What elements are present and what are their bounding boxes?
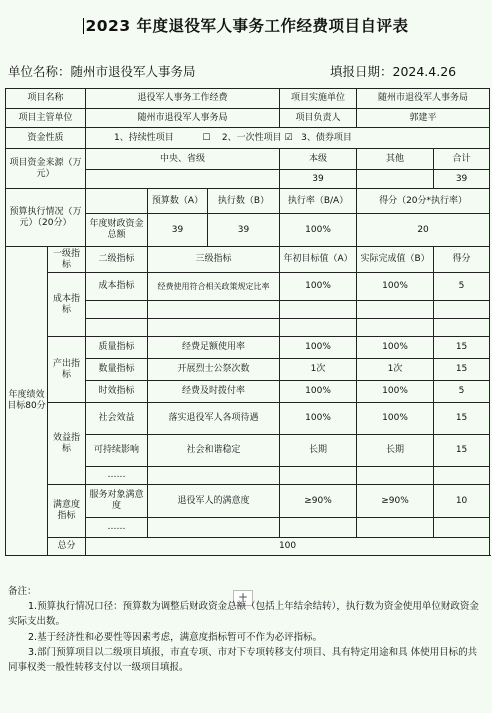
effect-score: 15 [434, 435, 490, 467]
output-indicator-label: 产出指标 [48, 337, 86, 403]
total-score-value: 100 [86, 538, 490, 556]
exec-rate-value: 100% [280, 214, 357, 247]
blank-cell [86, 301, 148, 319]
blank-cell [434, 319, 490, 337]
exec-score-header: 得分（20分*执行率） [357, 189, 490, 214]
blank-cell [280, 319, 357, 337]
budget-header: 预算数（A） [148, 189, 208, 214]
impl-unit-label: 项目实施单位 [280, 89, 357, 109]
evaluation-table [5, 88, 490, 556]
executed-header: 执行数（B） [208, 189, 280, 214]
option-onetime: 2、一次性项目 [221, 132, 282, 143]
funding-other-header: 其他 [357, 149, 434, 170]
cost-actual: 100% [357, 273, 434, 301]
blank-cell [86, 319, 148, 337]
form-title [0, 14, 492, 36]
form-title-text: 2023 年度退役军人事务工作经费项目自评表 [85, 17, 409, 35]
output-score: 15 [434, 359, 490, 381]
blank-cell [280, 518, 357, 538]
funding-source-label: 项目资金来源（万元） [6, 149, 86, 189]
impl-unit-value: 随州市退役军人事务局 [357, 89, 490, 109]
funding-central-value [86, 170, 280, 189]
annual-fund-label: 年度财政资金总额 [86, 214, 148, 247]
notes-section [8, 584, 486, 675]
satisfaction-more: …… [86, 518, 148, 538]
level2-header: 二级指标 [86, 247, 148, 273]
satisfaction-target: ≥90% [280, 485, 357, 518]
funding-total-value: 39 [434, 170, 490, 189]
effect-l2: 可持续影响 [86, 435, 148, 467]
funding-local-header: 本级 [280, 149, 357, 170]
checkbox-onetime[interactable]: ☑ [284, 132, 293, 143]
output-actual: 100% [357, 381, 434, 403]
blank-cell [434, 301, 490, 319]
blank-cell [357, 518, 434, 538]
budget-exec-label: 预算执行情况（万元）（20分） [6, 189, 86, 247]
blank-cell [280, 467, 357, 485]
add-row-button[interactable]: + [233, 590, 253, 606]
note-1: 1.预算执行情况口径：预算数为调整后财政资金总额（包括上年结余结转），执行数为资金使用单位财政资金实际支出数。 [8, 601, 479, 628]
score-header: 得分 [434, 247, 490, 273]
blank-cell [357, 301, 434, 319]
level3-header: 三级指标 [148, 247, 280, 273]
output-l2: 时效指标 [86, 381, 148, 403]
effect-actual: 100% [357, 403, 434, 435]
option-bond: 3、债券项目 [301, 132, 352, 143]
blank-cell [148, 319, 280, 337]
blank-cell [434, 467, 490, 485]
output-l3: 经费及时拨付率 [148, 381, 280, 403]
output-target: 100% [280, 337, 357, 359]
header-line [8, 62, 484, 80]
leader-label: 项目负责人 [280, 109, 357, 128]
effect-target: 100% [280, 403, 357, 435]
effect-l3: 落实退役军人各项待遇 [148, 403, 280, 435]
blank-cell [280, 301, 357, 319]
output-l3: 经费足额使用率 [148, 337, 280, 359]
leader-value: 郭建平 [357, 109, 490, 128]
fund-nature-options [86, 128, 490, 149]
output-target: 1次 [280, 359, 357, 381]
notes-title: 备注： [8, 586, 37, 597]
satisfaction-l2: 服务对象满意度 [86, 485, 148, 518]
total-score-label: 总分 [48, 538, 86, 556]
cost-indicator-label: 成本指标 [48, 273, 86, 337]
satisfaction-score: 10 [434, 485, 490, 518]
effect-indicator-label: 效益指标 [48, 403, 86, 485]
effect-l2: 社会效益 [86, 403, 148, 435]
level1-header: 一级指标 [48, 247, 86, 273]
output-score: 5 [434, 381, 490, 403]
effect-more: …… [86, 467, 148, 485]
checkbox-continuous[interactable]: ☐ [202, 132, 211, 143]
exec-rate-header: 执行率（B/A） [280, 189, 357, 214]
effect-score: 15 [434, 403, 490, 435]
funding-local-value: 39 [280, 170, 357, 189]
project-name-label: 项目名称 [6, 89, 86, 109]
funding-other-value [357, 170, 434, 189]
fund-nature-label: 资金性质 [6, 128, 86, 149]
perf-target-label: 年度绩效目标80分 [6, 247, 48, 556]
blank-cell [434, 518, 490, 538]
option-continuous: 1、持续性项目 [114, 132, 174, 143]
output-score: 15 [434, 337, 490, 359]
output-actual: 1次 [357, 359, 434, 381]
blank-cell [357, 319, 434, 337]
satisfaction-indicator-label: 满意度指标 [48, 485, 86, 538]
actual-header: 实际完成值（B） [357, 247, 434, 273]
target-header: 年初目标值（A） [280, 247, 357, 273]
cost-l3: 经费使用符合相关政策规定比率 [148, 273, 280, 301]
effect-target: 长期 [280, 435, 357, 467]
funding-central-header: 中央、省级 [86, 149, 280, 170]
cost-target: 100% [280, 273, 357, 301]
blank-cell [148, 467, 280, 485]
dept-value: 随州市退役军人事务局 [86, 109, 280, 128]
blank-cell [148, 518, 280, 538]
budget-exec-blank [86, 189, 148, 214]
effect-l3: 社会和谐稳定 [148, 435, 280, 467]
output-l2: 质量指标 [86, 337, 148, 359]
note-3: 3.部门预算项目以二级项目填报，市直专项、市对下专项转移支付项目、具有特定用途和具 体使用目标的共同事权类一般性转移支付以一级项目填报。 [8, 646, 478, 673]
note-2: 2.基于经济性和必要性等因素考虑，满意度指标暂可不作为必评指标。 [28, 631, 323, 643]
project-name-value: 退役军人事务工作经费 [86, 89, 280, 109]
report-date: 填报日期：2024.4.26 [330, 64, 457, 79]
exec-score-value: 20 [357, 214, 490, 247]
blank-cell [148, 301, 280, 319]
budget-value: 39 [148, 214, 208, 247]
executed-value: 39 [208, 214, 280, 247]
effect-actual: 长期 [357, 435, 434, 467]
cost-l2: 成本指标 [86, 273, 148, 301]
cost-score: 5 [434, 273, 490, 301]
output-l2: 数量指标 [86, 359, 148, 381]
output-l3: 开展烈士公祭次数 [148, 359, 280, 381]
blank-cell [357, 467, 434, 485]
satisfaction-actual: ≥90% [357, 485, 434, 518]
output-actual: 100% [357, 337, 434, 359]
funding-total-header: 合计 [434, 149, 490, 170]
output-target: 100% [280, 381, 357, 403]
satisfaction-l3: 退役军人的满意度 [148, 485, 280, 518]
unit-name: 单位名称：随州市退役军人事务局 [8, 64, 196, 79]
dept-label: 项目主管单位 [6, 109, 86, 128]
